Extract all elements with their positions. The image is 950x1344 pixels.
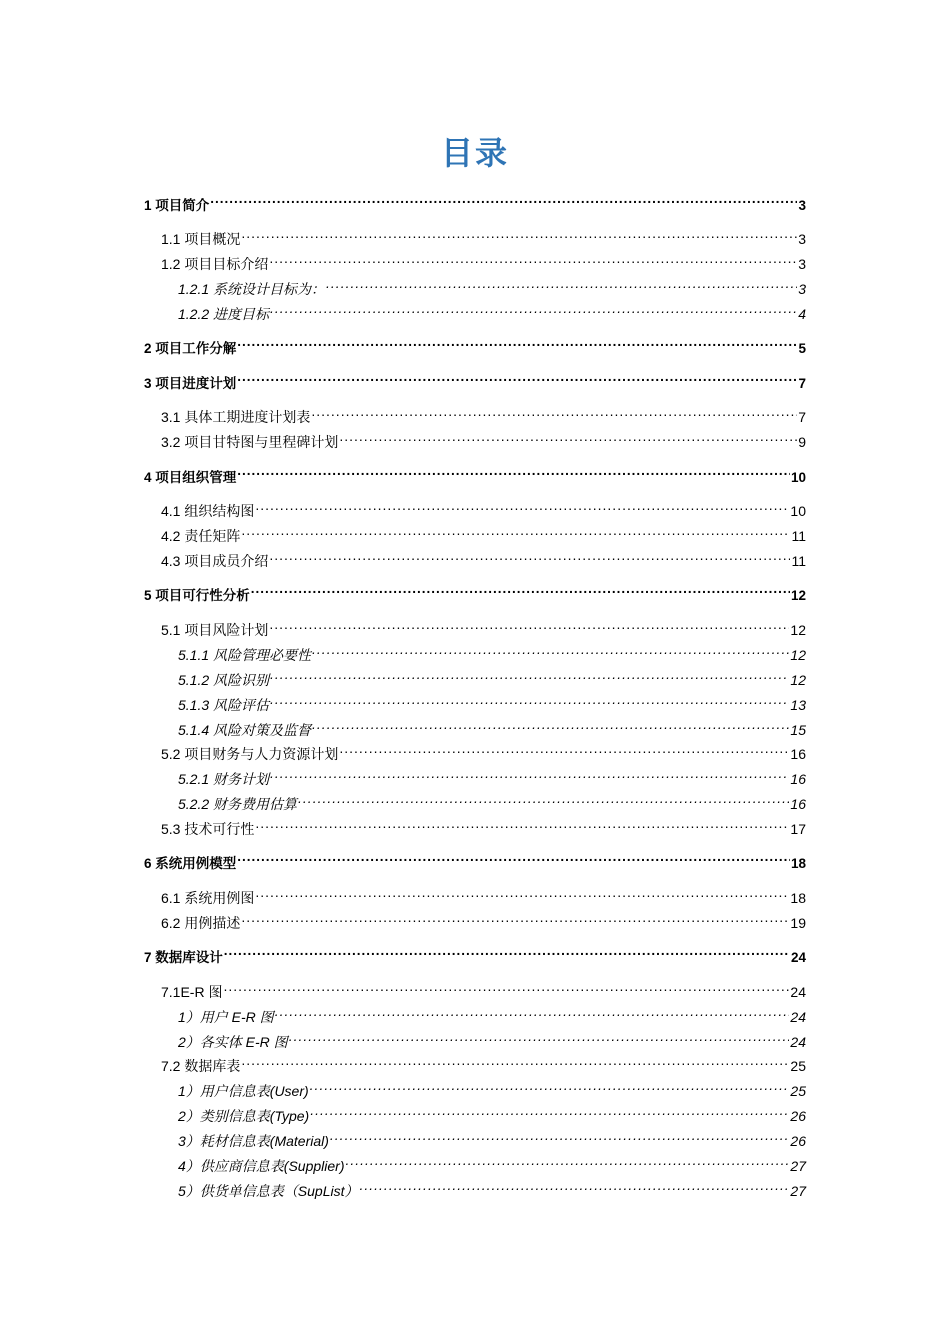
dot-leader <box>312 713 789 735</box>
toc-entry-page-number: 27 <box>790 1183 806 1199</box>
toc-entry-page-number: 7 <box>798 409 806 425</box>
toc-entry[interactable] <box>144 713 806 738</box>
toc-entry-title: 4.1 组织结构图 <box>161 503 255 519</box>
toc-entry[interactable] <box>144 247 806 272</box>
toc-entry[interactable] <box>144 906 806 931</box>
toc-entry-page-number: 26 <box>790 1133 806 1149</box>
toc-entry-page-number: 11 <box>791 528 806 544</box>
dot-leader <box>241 519 790 541</box>
toc-entry-title: 1.2.2 进度目标 <box>178 306 270 322</box>
toc-entry[interactable] <box>144 519 806 544</box>
dot-leader <box>312 638 789 660</box>
toc-entry-title: 1.1 项目概况 <box>161 231 241 247</box>
dot-leader <box>310 1099 789 1121</box>
toc-entry[interactable] <box>144 366 806 391</box>
toc-entry-title: 6.1 系统用例图 <box>161 890 255 906</box>
toc-entry[interactable] <box>144 1074 806 1099</box>
toc-entry[interactable] <box>144 975 806 1000</box>
toc-entry-title: 4.2 责任矩阵 <box>161 528 241 544</box>
toc-entry-page-number: 18 <box>790 856 806 871</box>
dot-leader <box>298 787 789 809</box>
toc-entry-page-number: 13 <box>790 697 806 713</box>
toc-entry[interactable] <box>144 1025 806 1050</box>
toc-entry-title: 2）各实体 E-R 图 <box>178 1034 288 1050</box>
toc-entry-page-number: 10 <box>790 470 806 485</box>
dot-leader <box>241 222 797 244</box>
toc-entry-title: 3.1 具体工期进度计划表 <box>161 409 311 425</box>
dot-leader <box>251 578 790 600</box>
toc-entry-title: 7 数据库设计 <box>144 950 223 965</box>
dot-leader <box>237 366 797 388</box>
toc-entry[interactable] <box>144 638 806 663</box>
toc-entry[interactable] <box>144 1049 806 1074</box>
dot-leader <box>270 762 789 784</box>
toc-entry-title: 3）耗材信息表(Material) <box>178 1133 329 1149</box>
dot-leader <box>330 1124 790 1146</box>
toc-entry-title: 5.1.2 风险识别 <box>178 672 270 688</box>
toc-entry[interactable] <box>144 1099 806 1124</box>
toc-entry-page-number: 12 <box>790 647 806 663</box>
toc-entry-title: 7.1E-R 图 <box>161 984 223 1000</box>
toc-entry-page-number: 24 <box>790 1034 806 1050</box>
toc-entry-page-number: 16 <box>790 746 806 762</box>
dot-leader <box>223 975 789 997</box>
toc-entry-page-number: 3 <box>798 281 806 297</box>
toc-entry[interactable] <box>144 613 806 638</box>
toc-entry-page-number: 4 <box>798 306 806 322</box>
dot-leader <box>310 1074 790 1096</box>
toc-entry-page-number: 12 <box>790 672 806 688</box>
toc-entry-page-number: 27 <box>790 1158 806 1174</box>
toc-entry-title: 5.2.2 财务费用估算 <box>178 796 298 812</box>
dot-leader <box>237 846 790 868</box>
toc-entry-page-number: 19 <box>790 915 806 931</box>
toc-entry-title: 1）用户信息表(User) <box>178 1083 309 1099</box>
toc-entry-title: 4）供应商信息表(Supplier) <box>178 1158 345 1174</box>
toc-entry-title: 2）类别信息表(Type) <box>178 1108 310 1124</box>
dot-leader <box>210 188 797 210</box>
toc-entry[interactable] <box>144 787 806 812</box>
toc-entry[interactable] <box>144 1174 806 1199</box>
toc-entry-title: 3 项目进度计划 <box>144 376 237 391</box>
toc-entry-page-number: 3 <box>798 198 806 213</box>
toc-entry-page-number: 12 <box>790 588 806 603</box>
toc-entry-title: 1）用户 E-R 图 <box>178 1009 274 1025</box>
toc-entry-title: 3.2 项目甘特图与里程碑计划 <box>161 434 339 450</box>
toc-entry[interactable] <box>144 688 806 713</box>
dot-leader <box>339 425 797 447</box>
dot-leader <box>255 881 789 903</box>
toc-entry[interactable] <box>144 544 806 569</box>
toc-entry-title: 5.1.1 风险管理必要性 <box>178 647 312 663</box>
dot-leader <box>270 297 797 319</box>
dot-leader <box>269 613 789 635</box>
toc-entry[interactable] <box>144 881 806 906</box>
toc-entry[interactable] <box>144 940 806 965</box>
toc-entry[interactable] <box>144 331 806 356</box>
toc-entry-page-number: 12 <box>790 622 806 638</box>
dot-leader <box>359 1174 789 1196</box>
dot-leader <box>345 1149 789 1171</box>
toc-entry[interactable] <box>144 188 806 213</box>
dot-leader <box>224 940 790 962</box>
dot-leader <box>289 1025 790 1047</box>
toc-entry-page-number: 25 <box>790 1058 806 1074</box>
toc-entry-title: 5.2.1 财务计划 <box>178 771 270 787</box>
toc-entry-page-number: 24 <box>790 984 806 1000</box>
dot-leader <box>237 331 797 353</box>
dot-leader <box>269 247 797 269</box>
toc-entry-page-number: 16 <box>790 771 806 787</box>
toc-entry-title: 1 项目简介 <box>144 198 210 213</box>
dot-leader <box>241 906 789 928</box>
toc-entry[interactable] <box>144 494 806 519</box>
toc-entry[interactable] <box>144 762 806 787</box>
toc-entry[interactable] <box>144 812 806 837</box>
toc-entry-page-number: 3 <box>798 256 806 272</box>
dot-leader <box>255 494 789 516</box>
dot-leader <box>255 812 789 834</box>
toc-entry-title: 5 项目可行性分析 <box>144 588 250 603</box>
toc-entry[interactable] <box>144 297 806 322</box>
toc-entry[interactable] <box>144 272 806 297</box>
toc-entry-page-number: 24 <box>790 950 806 965</box>
toc-entry-title: 5.1.4 风险对策及监督 <box>178 722 312 738</box>
dot-leader <box>241 1049 789 1071</box>
toc-entry[interactable] <box>144 460 806 485</box>
toc-entry-page-number: 24 <box>790 1009 806 1025</box>
toc-entry[interactable] <box>144 1000 806 1025</box>
dot-leader <box>270 688 789 710</box>
toc-entry-page-number: 9 <box>798 434 806 450</box>
toc-entry-title: 6 系统用例模型 <box>144 856 237 871</box>
dot-leader <box>269 544 790 566</box>
toc-entry-page-number: 18 <box>790 890 806 906</box>
toc-entry[interactable] <box>144 846 806 871</box>
toc-entry-title: 7.2 数据库表 <box>161 1058 241 1074</box>
toc-entry-title: 1.2.1 系统设计目标为： <box>178 281 326 297</box>
toc-entry[interactable] <box>144 578 806 603</box>
toc-entry-title: 5.1.3 风险评估 <box>178 697 270 713</box>
toc-entry-page-number: 3 <box>798 231 806 247</box>
dot-leader <box>339 737 789 759</box>
page-title: 目录 <box>440 134 509 172</box>
toc-entry[interactable] <box>144 425 806 450</box>
dot-leader <box>326 272 797 294</box>
toc-entry[interactable] <box>144 400 806 425</box>
toc-entry-page-number: 25 <box>790 1083 806 1099</box>
toc-entry-title: 1.2 项目目标介绍 <box>161 256 269 272</box>
toc-entry-page-number: 10 <box>790 503 806 519</box>
toc-entry-title: 6.2 用例描述 <box>161 915 241 931</box>
toc-entry-page-number: 17 <box>790 821 806 837</box>
toc-entry[interactable] <box>144 222 806 247</box>
toc-entry-page-number: 11 <box>791 553 806 569</box>
toc-entry-page-number: 5 <box>798 341 806 356</box>
dot-leader <box>311 400 797 422</box>
dot-leader <box>270 663 789 685</box>
toc-entry-title: 2 项目工作分解 <box>144 341 237 356</box>
toc-entry-page-number: 16 <box>790 796 806 812</box>
toc-entry-title: 5.1 项目风险计划 <box>161 622 269 638</box>
toc-entry-title: 5）供货单信息表（SupList） <box>178 1183 359 1199</box>
dot-leader <box>237 460 790 482</box>
dot-leader <box>275 1000 790 1022</box>
toc-entry-title: 4.3 项目成员介绍 <box>161 553 269 569</box>
toc-entry[interactable] <box>144 1149 806 1174</box>
toc-entry-title: 5.3 技术可行性 <box>161 821 255 837</box>
toc-entry-title: 4 项目组织管理 <box>144 470 237 485</box>
toc-entry-page-number: 15 <box>790 722 806 738</box>
toc-entry[interactable] <box>144 737 806 762</box>
toc-entry[interactable] <box>144 663 806 688</box>
toc-entry-page-number: 7 <box>798 376 806 391</box>
toc-entry[interactable] <box>144 1124 806 1149</box>
toc-entry-page-number: 26 <box>790 1108 806 1124</box>
toc-entry-title: 5.2 项目财务与人力资源计划 <box>161 746 339 762</box>
